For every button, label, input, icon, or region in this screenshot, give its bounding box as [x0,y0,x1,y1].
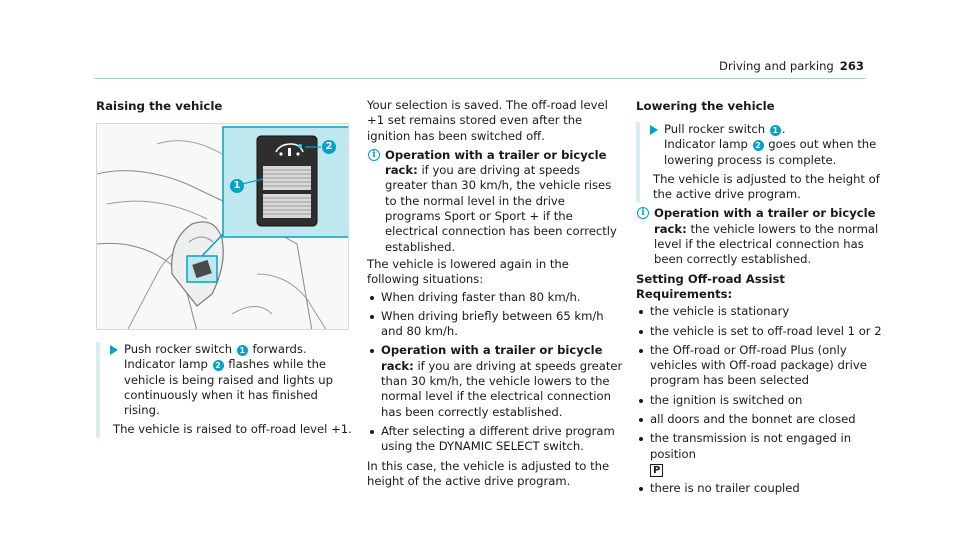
step-arrow-icon [650,125,658,135]
running-head [719,59,864,74]
step-text-line2-cont: goes out when the lowering process is complete. [664,137,877,167]
lowering-instruction-block [636,122,886,202]
subheading-requirements: Requirements: [636,286,733,301]
page-number: 263 [839,59,864,73]
console-illustration [97,124,349,330]
requirements-list [636,304,886,496]
column-1 [96,98,352,438]
step-text-line2-cont: flashes while the vehicle is being raised and lights up continuously when it has finished rising. [124,357,333,418]
list-item: all doors and the bonnet are closed [636,412,886,427]
info-text: if you are driving at speeds greater than 30 km/h, the vehicle rises to the normal level in the drive programs Sport or Sport + if the electrical connection has been correctly established. [385,163,617,254]
column-2 [367,98,623,489]
info-text: the vehicle lowers to the normal level if the electrical connection has been correctly established. [654,221,879,267]
step-text: Pull rocker switch [664,122,766,136]
info-icon: i [368,149,380,161]
lowering-result: The vehicle is adjusted to the height of the active drive program. [653,171,880,202]
list-item [367,343,623,419]
paragraph-saved: Your selection is saved. The off-road level +1 set remains stored even after the ignition has been switched off. [367,98,608,143]
heading-lowering: Lowering the vehicle [636,99,775,113]
list-item-text: if you are driving at speeds greater than 30 km/h, the vehicle lowers to the normal level if the electrical connection has been correctly established. [381,358,623,419]
step-text-line2: Indicator lamp [124,357,208,372]
heading-raising: Raising the vehicle [96,99,223,113]
raising-instruction-block [96,342,352,438]
step-text: Push rocker switch [124,342,233,356]
callout-2: 2 [753,140,764,151]
callout-1: 1 [237,345,248,356]
paragraph-lowered: The vehicle is lowered again in the following situations: [367,256,569,287]
raising-step [109,342,352,418]
step-text-cont: forwards. [252,342,307,356]
list-item: the ignition is switched on [636,393,886,408]
lowering-step: Pull rocker switch 1 . Indicator lamp 2 goes out when the lowering process is complete. [649,122,886,168]
figure-rocker-switch [96,123,349,330]
header-rule [94,78,866,79]
raising-result: The vehicle is raised to off-road level +1. [113,422,352,437]
info-note-trailer-lowering [636,206,886,267]
section-title: Driving and parking [719,59,834,73]
park-position-symbol: P [650,464,663,477]
callout-1-figure: 1 [230,179,244,193]
column-3 [636,98,886,501]
callout-1: 1 [770,125,781,136]
list-item: When driving briefly between 65 km/h and 80 km/h. [367,309,623,340]
info-bold: Operation with a trailer or bicycle rack: [654,206,876,236]
list-item-bold: Operation with a trailer or bicycle rack: [381,343,603,373]
list-item: After selecting a different drive program using the DYNAMIC SELECT switch. [367,424,623,455]
lowering-conditions-list [367,290,623,455]
step-text-line2: Indicator lamp [664,137,748,152]
info-bold: Operation with a trailer or bicycle rack: [385,147,607,178]
callout-2-figure: 2 [322,140,336,154]
list-item: the vehicle is stationary [636,304,886,319]
info-icon: i [637,207,649,219]
list-item-text: the transmission is not engaged in position [650,431,852,461]
list-item: When driving faster than 80 km/h. [367,290,623,305]
callout-2: 2 [213,360,224,371]
info-note-trailer [367,148,623,255]
subheading-offroad-assist: Setting Off-road Assist [636,271,785,286]
list-item [636,431,886,477]
list-item: the vehicle is set to off-road level 1 or 2 [636,324,886,339]
list-item: the Off-road or Off-road Plus (only vehicles with Off-road package) drive program has been selected [636,343,886,389]
paragraph-adjusted: In this case, the vehicle is adjusted to the height of the active drive program. [367,458,610,488]
list-item: there is no trailer coupled [636,481,886,496]
step-arrow-icon [110,345,118,355]
